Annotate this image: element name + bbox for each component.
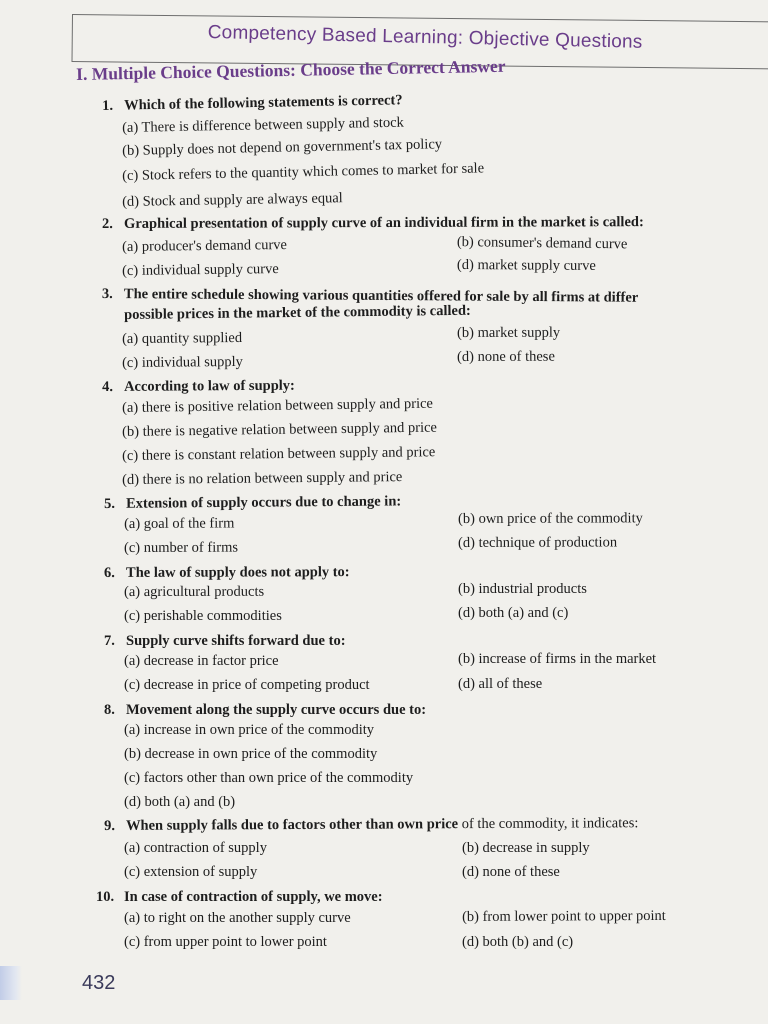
option-7b: (b) increase of firms in the market xyxy=(458,651,657,667)
option-4a: (a) there is positive relation between supply and price xyxy=(122,395,434,416)
question-text: Extension of supply occurs due to change in: xyxy=(125,493,402,512)
question-number: 2. xyxy=(102,215,113,232)
question-number: 6. xyxy=(104,564,115,581)
option-10a: (a) to right on the another supply curve xyxy=(124,910,351,926)
question-number: 10. xyxy=(96,889,115,905)
option-2b: (b) consumer's demand curve xyxy=(456,234,628,253)
question-4 xyxy=(102,378,295,396)
option-5c: (c) number of firms xyxy=(124,539,239,556)
option-9c: (c) extension of supply xyxy=(124,864,258,880)
option-5a: (a) goal of the firm xyxy=(124,515,235,532)
option-9d: (d) none of these xyxy=(462,864,560,880)
option-6d: (d) both (a) and (c) xyxy=(458,605,569,621)
question-text-tail: of the commodity, it indicates: xyxy=(458,815,639,833)
option-8d: (d) both (a) and (b) xyxy=(124,794,236,810)
header-title: Competency Based Learning: Objective Questions xyxy=(207,22,643,53)
option-10d: (d) both (b) and (c) xyxy=(462,934,574,950)
option-3c: (c) individual supply xyxy=(122,353,243,371)
option-6c: (c) perishable commodities xyxy=(124,608,282,624)
question-8 xyxy=(104,702,426,719)
section-title: I. Multiple Choice Questions: Choose the Correct Answer xyxy=(76,55,506,84)
option-7d: (d) all of these xyxy=(458,676,543,692)
option-2d: (d) market supply curve xyxy=(456,257,596,274)
question-10 xyxy=(96,889,383,906)
option-1a: (a) There is difference between supply and stock xyxy=(122,114,404,136)
question-7 xyxy=(104,633,346,650)
option-5d: (d) technique of production xyxy=(458,534,618,551)
question-3-continuation: possible prices in the market of the commodity is called: xyxy=(124,302,471,323)
question-text: In case of contraction of supply, we move: xyxy=(124,889,383,905)
question-number: 8. xyxy=(104,702,115,718)
question-text: When supply falls due to factors other than own price xyxy=(125,816,459,834)
question-text: The law of supply does not apply to: xyxy=(125,564,350,581)
question-number: 5. xyxy=(104,495,116,512)
question-number: 9. xyxy=(104,817,115,834)
option-9b: (b) decrease in supply xyxy=(462,840,590,856)
option-9a: (a) contraction of supply xyxy=(124,840,267,856)
question-number: 7. xyxy=(104,633,115,649)
question-text: Movement along the supply curve occurs due to: xyxy=(126,702,427,718)
question-5 xyxy=(104,493,401,513)
option-1c: (c) Stock refers to the quantity which comes to market for sale xyxy=(122,160,485,184)
option-2c: (c) individual supply curve xyxy=(122,261,279,279)
option-3b: (b) market supply xyxy=(457,324,561,341)
question-text: Supply curve shifts forward due to: xyxy=(126,633,346,649)
option-8c: (c) factors other than own price of the commodity xyxy=(124,770,414,786)
option-4b: (b) there is negative relation between supply and price xyxy=(122,419,438,440)
option-10c: (c) from upper point to lower point xyxy=(124,934,327,950)
question-1 xyxy=(102,92,403,115)
page-corner-shade xyxy=(0,966,22,1000)
option-4d: (d) there is no relation between supply and price xyxy=(122,469,403,488)
option-8b: (b) decrease in own price of the commodity xyxy=(124,746,378,762)
option-1d: (d) Stock and supply are always equal xyxy=(122,190,343,210)
option-1b: (b) Supply does not depend on government's tax policy xyxy=(122,136,443,159)
option-3d: (d) none of these xyxy=(457,348,555,365)
option-6b: (b) industrial products xyxy=(458,581,587,597)
option-5b: (b) own price of the commodity xyxy=(458,510,643,527)
option-2a: (a) producer's demand curve xyxy=(122,236,288,255)
question-9 xyxy=(104,815,638,835)
option-8a: (a) increase in own price of the commodity xyxy=(124,722,375,738)
option-7a: (a) decrease in factor price xyxy=(124,653,279,669)
question-text: According to law of supply: xyxy=(123,377,295,395)
option-10b: (b) from lower point to upper point xyxy=(462,907,666,925)
question-number: 3. xyxy=(101,286,113,303)
option-7c: (c) decrease in price of competing product xyxy=(124,677,370,693)
question-text: Which of the following statements is correct? xyxy=(123,92,403,114)
option-3a: (a) quantity supplied xyxy=(122,329,243,347)
question-text: Graphical presentation of supply curve of an individual firm in the market is called: xyxy=(123,214,644,232)
option-4c: (c) there is constant relation between supply and price xyxy=(122,444,436,464)
question-text: The entire schedule showing various quantities offered for sale by all firms at differ xyxy=(123,286,639,306)
page-number: 432 xyxy=(82,972,116,994)
question-2 xyxy=(102,214,644,233)
option-6a: (a) agricultural products xyxy=(124,583,265,600)
question-number: 1. xyxy=(102,97,114,114)
question-6 xyxy=(104,564,350,582)
question-number: 4. xyxy=(102,378,113,395)
